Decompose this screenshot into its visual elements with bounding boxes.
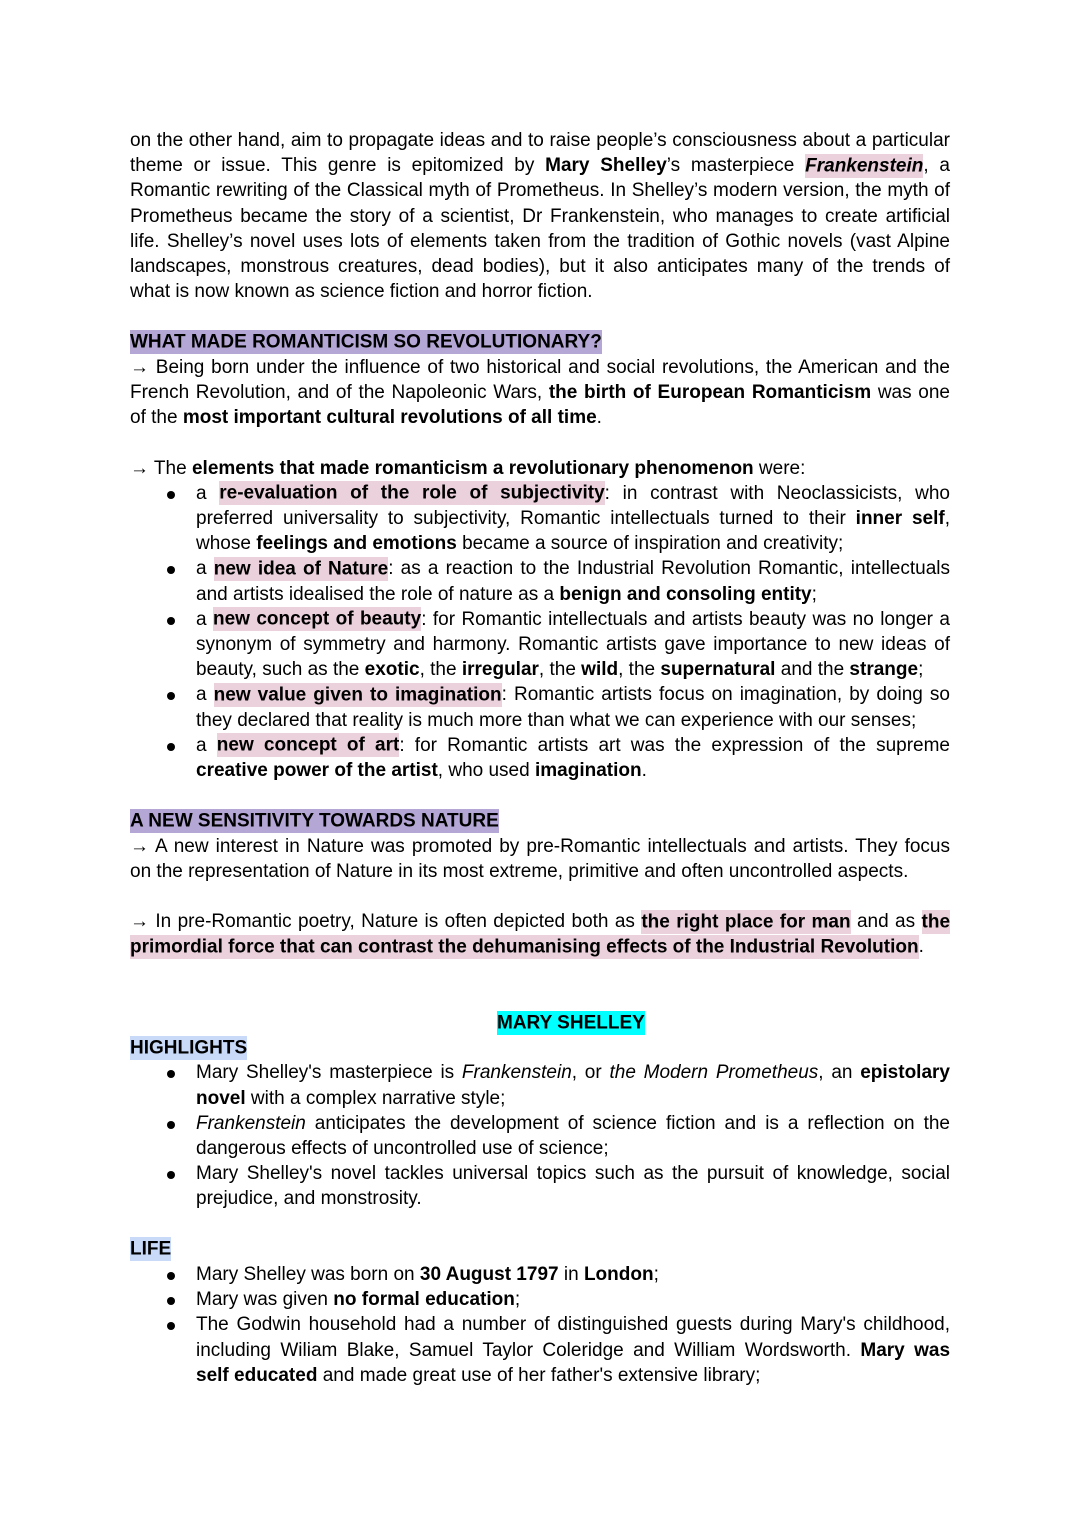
bold-text: wild	[581, 659, 619, 681]
bullet-icon	[167, 743, 175, 751]
list-item	[130, 733, 950, 783]
bullet-icon	[167, 1070, 175, 1078]
text-line	[196, 1086, 950, 1111]
text-run: Mary was given	[196, 1289, 334, 1311]
text-run: were:	[753, 457, 806, 479]
bold-text: London	[583, 1264, 654, 1286]
nature-paragraph	[130, 834, 950, 884]
text-line	[196, 1287, 950, 1312]
text-run: ;	[653, 1264, 659, 1286]
text-line	[196, 758, 950, 783]
text-run: a	[196, 684, 214, 706]
highlights-list	[130, 1060, 950, 1211]
text-run: ,	[944, 508, 950, 530]
text-line	[196, 1111, 950, 1136]
list-item-text	[196, 1161, 950, 1211]
text-run: anticipates the development of science fiction and is a reflection on the	[305, 1112, 950, 1134]
list-item-text	[196, 1060, 950, 1110]
list-item-text	[196, 556, 950, 606]
text-line	[196, 1338, 950, 1363]
blank-line	[130, 430, 950, 455]
text-run: .	[918, 936, 924, 958]
bold-text: epistolary	[860, 1062, 950, 1084]
text-line	[196, 1312, 950, 1337]
bullet-icon	[167, 617, 175, 625]
text-run: beauty, such as the	[196, 659, 365, 681]
bold-text: strange	[849, 659, 919, 681]
text-run: a	[196, 608, 213, 630]
text-run: , the	[419, 659, 462, 681]
italic-text: Frankenstein	[196, 1112, 306, 1134]
highlighted-term: new value given to imagination	[213, 684, 502, 706]
text-run: , an	[818, 1062, 861, 1084]
list-item	[130, 1111, 950, 1161]
bullet-icon	[167, 1272, 175, 1280]
bold-text: no formal education	[333, 1289, 515, 1311]
bold-text: elements that made romanticism a revolutionary phenomenon	[191, 457, 754, 479]
bullet-icon	[167, 1121, 175, 1129]
nature-paragraph	[130, 909, 950, 959]
list-item-text	[196, 607, 950, 683]
text-line	[130, 934, 950, 959]
text-run: a	[196, 558, 214, 580]
blank-line	[130, 1212, 950, 1237]
text-run: → Being born under the influence of two historical and social revolutions, the American and the	[130, 356, 950, 378]
list-item	[130, 1287, 950, 1312]
highlighted-term: re-evaluation of the role of subjectivity	[219, 482, 605, 504]
list-item-text	[196, 1312, 950, 1388]
list-item	[130, 1262, 950, 1287]
author-title-line	[130, 1010, 950, 1035]
text-run: ;	[514, 1289, 521, 1311]
bold-text: 30 August 1797	[419, 1264, 559, 1286]
frankenstein-paragraph	[130, 128, 950, 304]
list-item-text	[196, 1287, 950, 1312]
bold-text: supernatural	[660, 659, 776, 681]
text-run: Mary Shelley's masterpiece is	[196, 1062, 462, 1084]
text-line	[196, 1060, 950, 1085]
list-item	[130, 556, 950, 606]
bold-text: benign and consoling entity	[559, 583, 812, 605]
section-heading-revolutionary: WHAT MADE ROMANTICISM SO REVOLUTIONARY?	[130, 331, 602, 353]
text-line	[196, 733, 950, 758]
bold-text: feelings and emotions	[256, 533, 457, 555]
text-line	[130, 279, 950, 304]
text-run: , or	[571, 1062, 610, 1084]
blank-line	[130, 960, 950, 985]
highlighted-term: the	[921, 911, 951, 933]
text-line	[196, 632, 950, 657]
text-run: The Godwin household had a number of distinguished guests during Mary's childhood,	[196, 1314, 950, 1336]
highlighted-term: new concept of beauty	[212, 608, 422, 630]
text-line	[196, 531, 950, 556]
highlighted-term: primordial force that can contrast the dehumanising effects of the Industrial Revolution	[130, 936, 919, 958]
bullet-icon	[167, 1322, 175, 1330]
bold-text: Mary Shelley	[545, 155, 667, 177]
text-run: on the representation of Nature in its most extreme, primitive and often uncontrolled aspects.	[130, 860, 909, 882]
highlighted-term: Frankenstein	[805, 155, 924, 177]
text-line	[130, 834, 950, 859]
subsection-heading-line	[130, 1035, 950, 1060]
subsection-heading-line	[130, 1237, 950, 1262]
text-line	[196, 708, 950, 733]
text-run: → A new interest in Nature was promoted by pre-Romantic intellectuals and artists. They focus	[130, 835, 950, 857]
bullet-icon	[167, 1171, 175, 1179]
text-run: , who used	[437, 760, 535, 782]
text-run: preferred universality to subjectivity, Romantic intellectuals turned to their	[196, 508, 856, 530]
text-line	[196, 1161, 950, 1186]
text-run: life. Shelley’s novel uses lots of elements taken from the tradition of Gothic novels (vast Alpine	[130, 230, 950, 252]
section-heading-line	[130, 330, 950, 355]
text-run: and the	[775, 659, 850, 681]
text-run: including Wiliam Blake, Samuel Taylor Coleridge and William Wordsworth.	[196, 1339, 861, 1361]
bold-text: most important cultural revolutions of all time	[182, 407, 597, 429]
text-run: .	[641, 760, 647, 782]
text-line	[196, 556, 950, 581]
bold-text: exotic	[364, 659, 420, 681]
list-item	[130, 481, 950, 557]
author-title: MARY SHELLEY	[497, 1012, 645, 1034]
list-item	[130, 607, 950, 683]
text-run: landscapes, monstrous creatures, dead bodies), but it also anticipates many of the trends of	[130, 256, 950, 278]
blank-line	[130, 884, 950, 909]
text-run: : Romantic artists focus on imagination, by doing so	[501, 684, 950, 706]
text-line	[196, 1363, 950, 1388]
blank-line	[130, 985, 950, 1010]
list-item-text	[196, 1111, 950, 1161]
highlighted-term: the right place for man	[641, 911, 851, 933]
text-line	[196, 682, 950, 707]
italic-text: Frankenstein	[461, 1062, 572, 1084]
list-item	[130, 1060, 950, 1110]
text-run: Mary Shelley's novel tackles universal topics such as the pursuit of knowledge, social	[196, 1163, 950, 1185]
bullet-icon	[167, 1297, 175, 1305]
list-item	[130, 1312, 950, 1388]
text-line	[130, 128, 950, 153]
text-line	[196, 1136, 950, 1161]
list-item	[130, 1161, 950, 1211]
life-heading: LIFE	[130, 1238, 172, 1260]
text-run: whose	[196, 533, 257, 555]
text-line	[130, 405, 950, 430]
text-run: ’s masterpiece	[666, 155, 806, 177]
text-run: with a complex narrative style;	[245, 1087, 506, 1109]
text-run: dangerous effects of uncontrolled use of science;	[196, 1138, 609, 1160]
text-run: : for Romantic artists art was the expression of the supreme	[399, 734, 950, 756]
text-line	[130, 229, 950, 254]
text-run: → In pre-Romantic poetry, Nature is often depicted both as	[130, 911, 642, 933]
blank-line	[130, 783, 950, 808]
list-item-text	[196, 481, 950, 557]
bold-text: the birth of European Romanticism	[548, 382, 872, 404]
bold-text: imagination	[534, 760, 642, 782]
text-line	[130, 254, 950, 279]
text-run: in	[558, 1264, 584, 1286]
section-heading-nature: A NEW SENSITIVITY TOWARDS NATURE	[130, 810, 499, 832]
text-line	[196, 481, 950, 506]
text-run: and as	[850, 911, 922, 933]
elements-intro	[130, 456, 950, 481]
text-run: , the	[538, 659, 582, 681]
list-item-text	[196, 682, 950, 732]
text-run: : in contrast with Neoclassicists, who	[604, 482, 950, 504]
text-run: French Revolution, and of the Napoleonic Wars,	[130, 382, 549, 404]
bold-text: self educated	[196, 1364, 318, 1386]
bold-text: Mary was	[860, 1339, 951, 1361]
bold-text: inner self	[855, 508, 945, 530]
blank-line	[130, 304, 950, 329]
text-run: on the other hand, aim to propagate ideas and to raise people’s consciousness about a particular	[130, 130, 950, 151]
list-item	[130, 682, 950, 732]
bullet-icon	[167, 692, 175, 700]
text-run: and artists idealised the role of nature as a	[196, 583, 560, 605]
highlighted-term: new idea of Nature	[213, 558, 389, 580]
elements-list	[130, 481, 950, 783]
text-run: theme or issue. This genre is epitomized by	[130, 155, 546, 177]
text-run: → The	[130, 457, 192, 479]
text-run: a	[196, 482, 220, 504]
bold-text: novel	[196, 1087, 246, 1109]
text-line	[130, 204, 950, 229]
text-run: .	[596, 407, 602, 429]
text-run: of the	[130, 407, 183, 429]
text-line	[196, 1186, 950, 1211]
text-run: Mary Shelley was born on	[196, 1264, 420, 1286]
life-list	[130, 1262, 950, 1388]
text-run: , the	[618, 659, 661, 681]
text-line	[196, 607, 950, 632]
text-run: prejudice, and monstrosity.	[196, 1188, 422, 1210]
text-run: Romantic rewriting of the Classical myth of Prometheus. In Shelley’s modern version, the myth of	[130, 180, 950, 202]
text-run: ;	[811, 583, 817, 605]
text-run: , a	[923, 155, 950, 177]
text-run: : for Romantic intellectuals and artists beauty was no longer a	[421, 608, 950, 630]
text-run: : as a reaction to the Industrial Revolution Romantic, intellectuals	[388, 558, 951, 580]
text-line	[130, 859, 950, 884]
text-line	[130, 380, 950, 405]
list-item-text	[196, 1262, 950, 1287]
text-run: they declared that reality is much more than what we can experience with our senses;	[196, 709, 917, 731]
italic-text: the Modern Prometheus	[609, 1062, 819, 1084]
text-line	[196, 657, 950, 682]
bullet-icon	[167, 491, 175, 499]
text-line	[196, 582, 950, 607]
highlighted-term: new concept of art	[216, 734, 400, 756]
text-run: and made great use of her father's extensive library;	[317, 1364, 761, 1386]
bullet-icon	[167, 566, 175, 574]
text-line	[196, 506, 950, 531]
text-line	[130, 153, 950, 178]
bold-text: irregular	[461, 659, 539, 681]
revolution-paragraph	[130, 355, 950, 431]
text-line	[130, 456, 950, 481]
text-line	[196, 1262, 950, 1287]
list-item-text	[196, 733, 950, 783]
text-run: what is now known as science fiction and horror fiction.	[130, 281, 593, 303]
text-run: became a source of inspiration and creativity;	[456, 533, 844, 555]
section-heading-line	[130, 808, 950, 833]
highlights-heading: HIGHLIGHTS	[130, 1037, 248, 1059]
text-run: a	[196, 734, 217, 756]
text-run: was one	[871, 382, 950, 404]
text-line	[130, 178, 950, 203]
text-run: Prometheus became the story of a scientist, Dr Frankenstein, who manages to create artificial	[130, 205, 950, 227]
text-run: synonym of symmetry and harmony. Romantic artists gave importance to new ideas of	[196, 634, 950, 656]
text-line	[130, 355, 950, 380]
text-line	[130, 909, 950, 934]
text-run: ;	[918, 659, 924, 681]
bold-text: creative power of the artist	[196, 760, 438, 782]
